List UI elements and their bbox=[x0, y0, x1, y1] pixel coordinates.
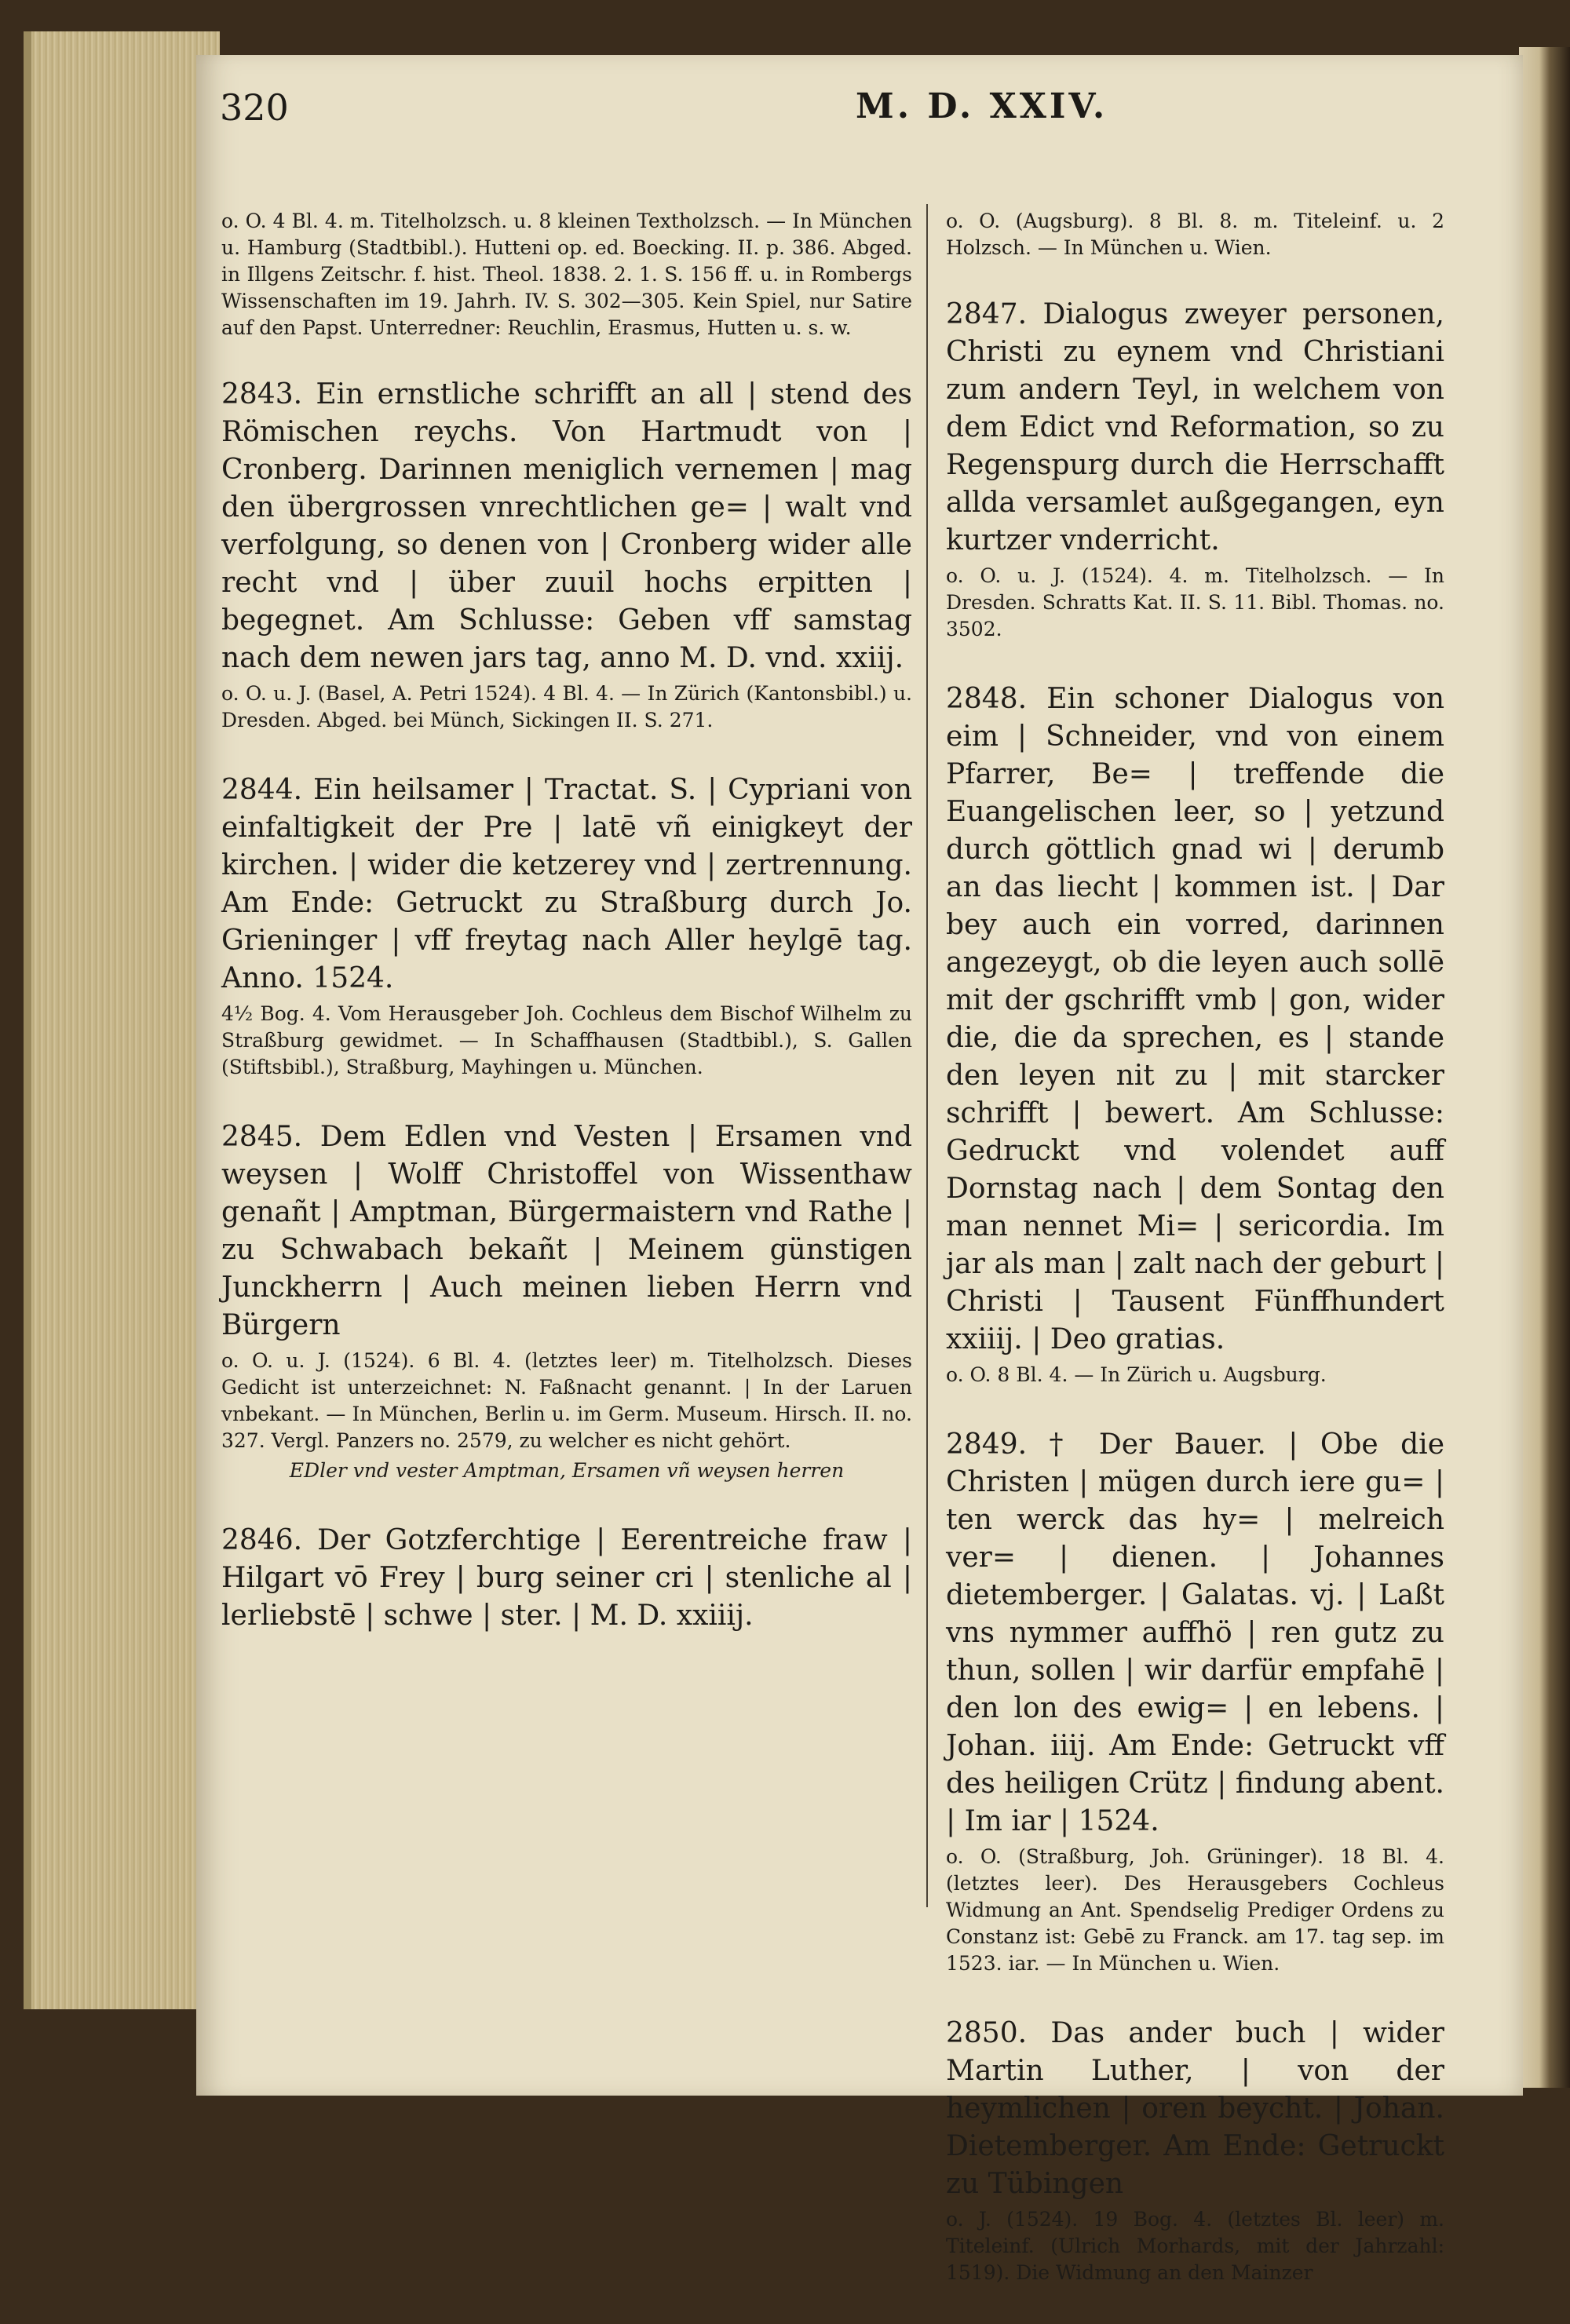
entry-title: 2844. Ein heilsamer | Tractat. S. | Cypriani von einfaltigkeit der Pre | latē vñ einigkeyt der kirchen. | wider die ketzerey vnd | zertrennung. Am Ende: Getruckt zu Straßburg durch Jo. Grieninger | vff freytag nach Aller heylgē tag. Anno. 1524. bbox=[221, 774, 912, 994]
entry-2845 bbox=[221, 1118, 912, 1484]
entry-continuation: o. O. 4 Bl. 4. m. Titelholzsch. u. 8 kleinen Textholzsch. — In München u. Hamburg (Stadtbibl.). Hutteni op. ed. Boecking. II. p. 386. Abged. in Illgens Zeitschr. f. hist. Theol. 1838. 2. 1. S. 156 ff. u. in Rombergs Wissenschaften im 19. Jahrh. IV. S. 302—305. Kein Spiel, nur Satire auf den Papst. Unterredner: Reuchlin, Erasmus, Hutten u. s. w. bbox=[221, 210, 912, 339]
entry-title: 2843. Ein ernstliche schrifft an all | stend des Römischen reychs. Von Hartmudt von | Cronberg. Darinnen meniglich vernemen | mag den übergrossen vnrechtlichen ge= | walt vnd verfolgung, so denen von | Cronberg wider alle recht vnd | über zuuil hochs erpitten | begegnet. Am Schlusse: Geben vff samstag nach dem newen jars tag, anno M. D. vnd. xxiij. bbox=[221, 378, 912, 674]
entry-note: o. O. u. J. (1524). 4. m. Titelholzsch. — In Dresden. Schratts Kat. II. S. 11. Bibl. Thomas. no. 3502. bbox=[946, 564, 1444, 640]
entry-note: o. O. (Straßburg, Joh. Grüninger). 18 Bl. 4. (letztes leer). Des Herausgebers Cochleus Widmung an Ant. Spendselig Prediger Ordens zu Constanz ist: Gebē zu Franck. am 17. tag sep. im 1523. iar. — In München u. Wien. bbox=[946, 1845, 1444, 1975]
entry-title: 2846. Der Gotzferchtige | Eerentreiche fraw | Hilgart vō Frey | burg seiner cri | stenliche al | lerliebstē | schwe | ster. | M. D. xxiiij. bbox=[221, 1524, 912, 1632]
entry-2847 bbox=[946, 296, 1444, 643]
entry-note: o. O. u. J. (Basel, A. Petri 1524). 4 Bl. 4. — In Zürich (Kantonsbibl.) u. Dresden. Abged. bei Münch, Sickingen II. S. 271. bbox=[221, 682, 912, 731]
page-number: 320 bbox=[220, 86, 289, 129]
entry-title: 2847. Dialogus zweyer personen, Christi zu eynem vnd Christiani zum andern Teyl, in welchem von dem Edict vnd Reformation, so zu Regenspurg durch die Herrschafft allda versamlet außgegangen, eyn kurtzer vnderricht. bbox=[946, 298, 1444, 556]
right-column bbox=[946, 208, 1444, 2324]
entry-incipit: EDler vnd vester Amptman, Ersamen vñ weysen herren bbox=[289, 1459, 845, 1482]
entry-title: 2845. Dem Edlen vnd Vesten | Ersamen vnd weysen | Wolff Christoffel von Wissenthaw genañt | Amptman, Bürgermaistern vnd Rathe | zu Schwabach bekañt | Meinem günstigen Junckherrn | Auch meinen lieben Herrn vnd Bürgern bbox=[221, 1121, 912, 1341]
entry-2844 bbox=[221, 772, 912, 1081]
entry-note: o. O. u. J. (1524). 6 Bl. 4. (letztes leer) m. Titelholzsch. Dieses Gedicht ist unterzeichnet: N. Faßnacht genannt. | In der Laruen vnbekant. — In München, Berlin u. im Germ. Museum. Hirsch. II. no. 327. Vergl. Panzers no. 2579, zu welcher es nicht gehört. bbox=[221, 1349, 912, 1452]
entry-title: 2850. Das ander buch | wider Martin Luther, | von der heymlichen | oren beycht. | Johan. Dietemberger. Am Ende: Getruckt zu Tübingen bbox=[946, 2017, 1444, 2200]
entry-title: 2849. † Der Bauer. | Obe die Christen | mügen durch iere gu= | ten werck das hy= | melreich ver= | dienen. | Johannes dietemberger. | Galatas. vj. | Laßt vns nymmer auffhö | ren gutz zu thun, sollen | wir darfür empfahē | den lon des ewig= | en lebens. | Johan. iiij. Am Ende: Getruckt vff des heiligen Crütz | findung abent. | Im iar | 1524. bbox=[946, 1428, 1444, 1837]
entry-2846 bbox=[221, 1522, 912, 1635]
entry-title: 2848. Ein schoner Dialogus von eim | Schneider, vnd von einem Pfarrer, Be= | treffende die Euangelischen leer, so | yetzund durch göttlich gnad wi | derumb an das liecht | kommen ist. | Dar bey auch ein vorred, darinnen angezeygt, ob die leyen auch sollē mit der gschrifft vmb | gon, wider die, die da sprechen, es | stande den leyen nit zu | mit starcker schrifft | bewert. Am Schlusse: Gedruckt vnd volendet auff Dornstag nach | dem Sontag den man nennet Mi= | sericordia. Im jar als man | zalt nach der geburt | Christi | Tausent Fünffhundert xxiiij. | Deo gratias. bbox=[946, 683, 1444, 1355]
entry-2850 bbox=[946, 2015, 1444, 2286]
column-divider bbox=[926, 204, 928, 1907]
entry-note: o. J. (1524). 19 Bog. 4. (letztes Bl. leer) m. Titeleinf. (Ulrich Morhards, mit der Jahrzahl: 1519). Die Widmung an den Mainzer bbox=[946, 2208, 1444, 2284]
entry-2848 bbox=[946, 680, 1444, 1388]
entry-2843 bbox=[221, 376, 912, 734]
entry-note: o. O. 8 Bl. 4. — In Zürich u. Augsburg. bbox=[946, 1363, 1327, 1386]
running-head: M. D. XXIV. bbox=[856, 86, 1108, 126]
page-header bbox=[0, 86, 1570, 149]
left-column bbox=[221, 208, 912, 1673]
entry-continuation: o. O. (Augsburg). 8 Bl. 8. m. Titeleinf. u. 2 Holzsch. — In München u. Wien. bbox=[946, 210, 1444, 259]
entry-2849 bbox=[946, 1426, 1444, 1977]
book-page-edges-right bbox=[1519, 47, 1570, 2088]
entry-note: 4½ Bog. 4. Vom Herausgeber Joh. Cochleus dem Bischof Wilhelm zu Straßburg gewidmet. — In Schaffhausen (Stadtbibl.), S. Gallen (Stiftsbibl.), Straßburg, Mayhingen u. München. bbox=[221, 1002, 912, 1078]
book-page-edges-left bbox=[24, 31, 220, 2009]
